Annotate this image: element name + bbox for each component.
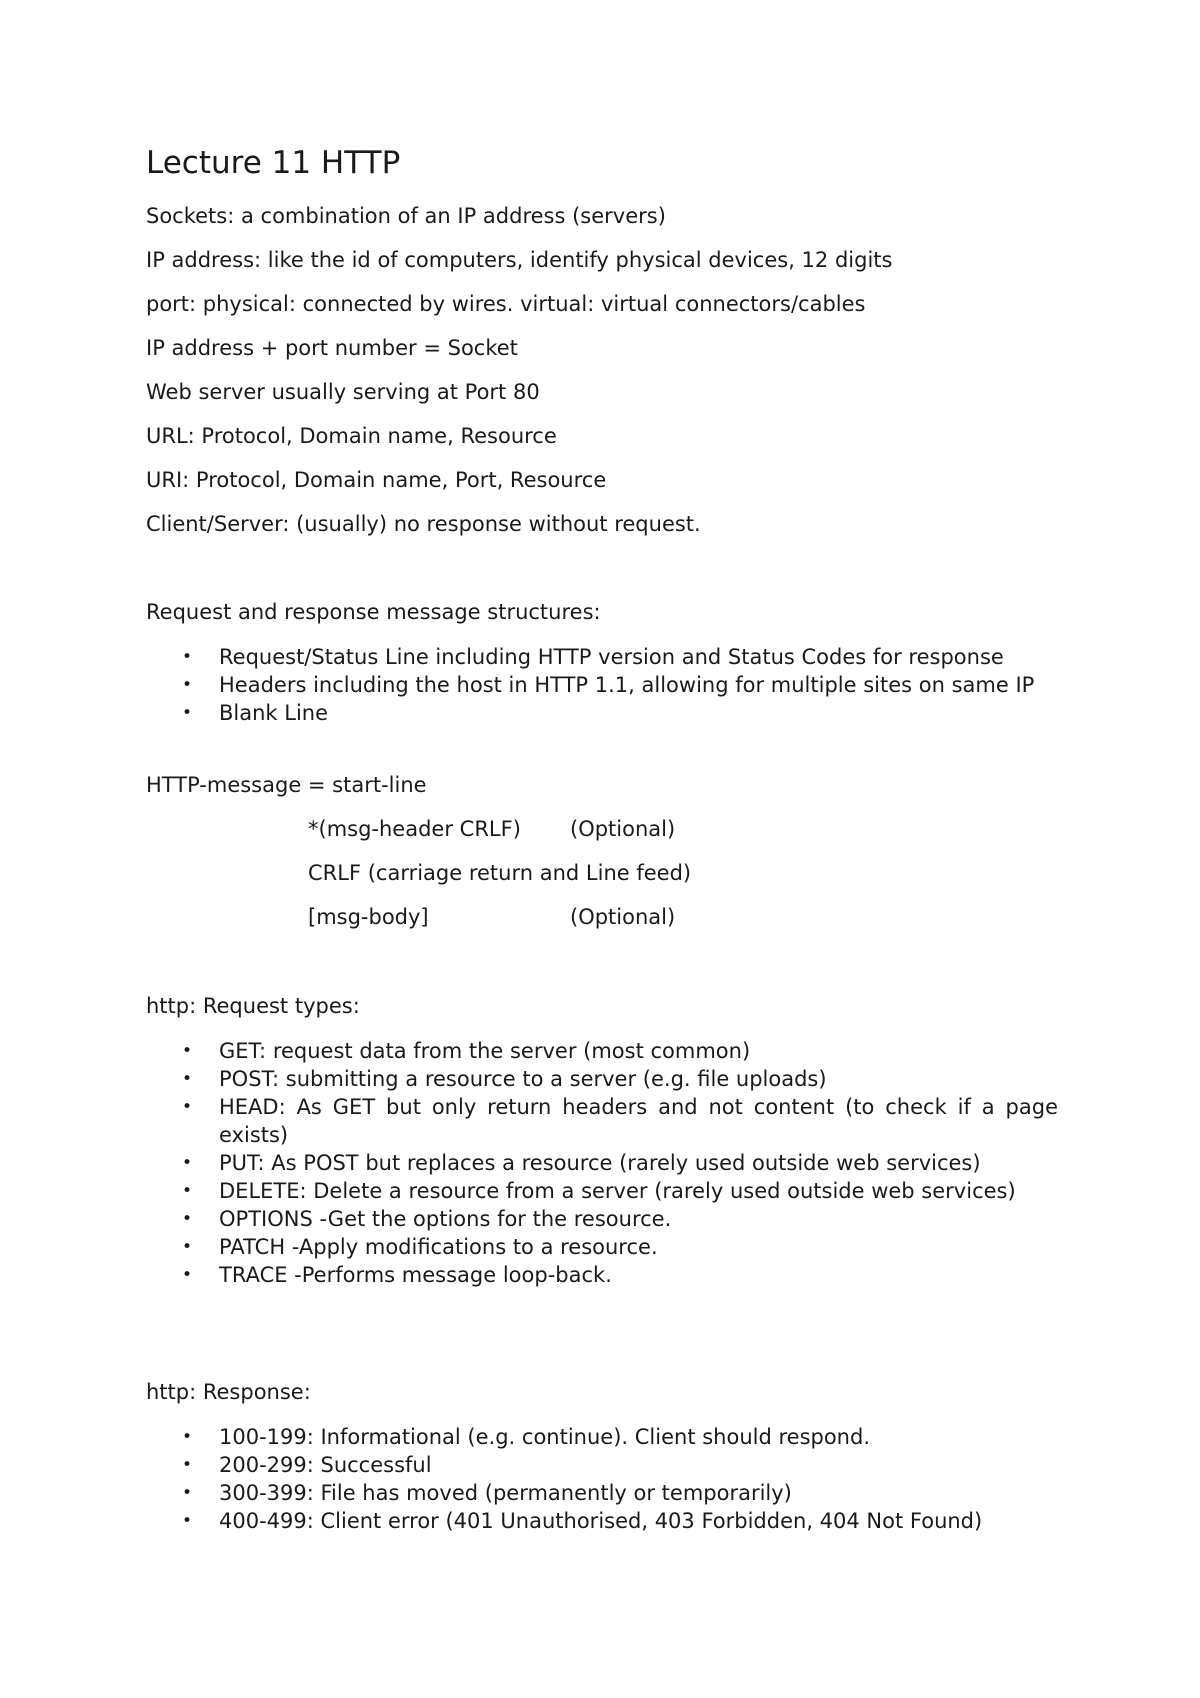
list-item: • TRACE -Performs message loop-back. <box>146 1261 1058 1289</box>
http-message-header-optional: (Optional) <box>570 817 676 841</box>
http-message-start-line: HTTP-message = start-line <box>146 773 427 797</box>
list-item: • Headers including the host in HTTP 1.1, allowing for multiple sites on same IP <box>146 671 1058 699</box>
http-message-header-line: *(msg-header CRLF) <box>308 817 521 841</box>
intro-line-ip-address: IP address: like the id of computers, identify physical devices, 12 digits <box>146 248 893 272</box>
list-item: • 200-299: Successful <box>146 1451 1058 1479</box>
message-structures-list <box>146 643 1058 727</box>
list-item: • GET: request data from the server (most common) <box>146 1037 1058 1065</box>
http-message-body-optional: (Optional) <box>570 905 676 929</box>
request-types-heading: http: Request types: <box>146 994 360 1018</box>
list-item: • OPTIONS -Get the options for the resource. <box>146 1205 1058 1233</box>
page-title: Lecture 11 HTTP <box>146 145 401 181</box>
list-item: • 400-499: Client error (401 Unauthorised, 403 Forbidden, 404 Not Found) <box>146 1507 1058 1535</box>
list-item: • POST: submitting a resource to a server (e.g. file uploads) <box>146 1065 1058 1093</box>
list-item: • 300-399: File has moved (permanently or temporarily) <box>146 1479 1058 1507</box>
list-item: • PUT: As POST but replaces a resource (rarely used outside web services) <box>146 1149 1058 1177</box>
list-item: • DELETE: Delete a resource from a server (rarely used outside web services) <box>146 1177 1058 1205</box>
response-heading: http: Response: <box>146 1380 311 1404</box>
intro-line-client-server: Client/Server: (usually) no response without request. <box>146 512 701 536</box>
intro-line-web-server: Web server usually serving at Port 80 <box>146 380 540 404</box>
list-item: • 100-199: Informational (e.g. continue). Client should respond. <box>146 1423 1058 1451</box>
intro-line-sockets: Sockets: a combination of an IP address (servers) <box>146 204 666 228</box>
list-item: • Request/Status Line including HTTP version and Status Codes for response <box>146 643 1058 671</box>
intro-line-port: port: physical: connected by wires. virtual: virtual connectors/cables <box>146 292 866 316</box>
request-types-list <box>146 1037 1058 1289</box>
intro-line-socket-formula: IP address + port number = Socket <box>146 336 518 360</box>
intro-line-uri: URI: Protocol, Domain name, Port, Resource <box>146 468 607 492</box>
response-list <box>146 1423 1058 1535</box>
list-item: • PATCH -Apply modifications to a resource. <box>146 1233 1058 1261</box>
intro-line-url: URL: Protocol, Domain name, Resource <box>146 424 557 448</box>
http-message-body-line: [msg-body] <box>308 905 429 929</box>
http-message-crlf-line: CRLF (carriage return and Line feed) <box>308 861 692 885</box>
list-item: • HEAD: As GET but only return headers and not content (to check if a page exists) <box>146 1093 1058 1149</box>
list-item: • Blank Line <box>146 699 1058 727</box>
message-structures-heading: Request and response message structures: <box>146 600 601 624</box>
